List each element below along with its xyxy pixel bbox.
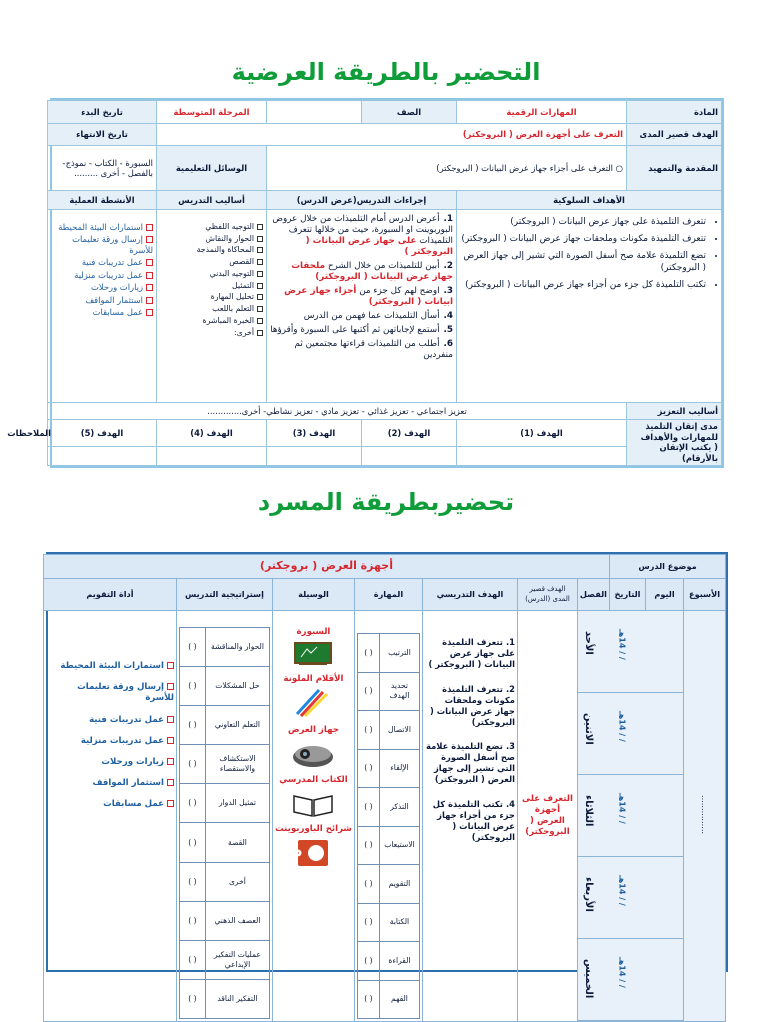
media-label: الأقلام الملونة <box>283 673 344 684</box>
media-cell <box>272 611 354 1022</box>
procedure-text: أسأل التلميذات عما فهمن من الدرس <box>303 310 440 321</box>
skill-mark[interactable]: ( ) <box>357 634 379 673</box>
method-label: أخرى: <box>233 327 254 337</box>
day-name: الأربعاء <box>582 877 594 912</box>
goal-value-cell <box>48 446 157 465</box>
strategy-mark[interactable]: ( ) <box>179 823 205 862</box>
skill-label: الاستيعاب <box>379 826 419 865</box>
goal-header: الهدف (1) <box>457 419 627 446</box>
method-item <box>160 328 263 338</box>
mastery-label-text: مدى إتقان التلميذ للمهارات والأهداف <box>640 421 718 442</box>
evaluation-label: استمارات البيئة المحيطة <box>60 661 164 671</box>
media-item <box>275 627 352 670</box>
teaching-goal-number: 4. <box>505 799 515 810</box>
checkbox-icon[interactable] <box>257 306 263 312</box>
procedure-item <box>270 286 453 308</box>
method-item <box>160 257 263 267</box>
procedure-number: 5. <box>443 324 453 335</box>
teaching-goal-number: 1. <box>505 637 515 647</box>
strategy-row <box>179 706 269 745</box>
goal-value-cell <box>157 446 267 465</box>
teaching-goal-item <box>425 637 515 670</box>
media-label: جهاز العرض <box>287 724 339 735</box>
strategy-mark[interactable]: ( ) <box>179 745 205 784</box>
behavioral-item: • تكتب التلميذة كل جزء من أجزاء جهاز عرض البيانات ( البروجكتر) <box>460 280 706 291</box>
method-label: الخبرة المباشرة <box>202 315 254 325</box>
skill-label: الترتيب <box>379 634 419 673</box>
evaluation-label: عمل تدريبات منزلية <box>80 735 164 746</box>
grade-value <box>267 101 362 124</box>
teaching-goal-cell <box>422 611 517 1022</box>
method-item <box>160 304 263 314</box>
teaching-goal-text: تتعرف التلميذة مكونات وملحقات جهاز عرض البيانات ( البروجكتر) <box>429 683 515 727</box>
skill-row <box>357 711 419 750</box>
strategy-cell <box>176 611 272 1022</box>
checkbox-icon[interactable] <box>167 662 174 669</box>
media-label: السبورة <box>296 627 331 637</box>
intro-text: التعرف على أجزاء جهاز عرض البيانات ( البروجكتر) <box>436 163 614 174</box>
evaluation-item <box>46 757 174 768</box>
top-title: التحضير بالطريقة العرضية <box>231 58 541 86</box>
skill-label: القراءة <box>379 942 419 981</box>
procedure-number: 1. <box>443 213 453 224</box>
activity-label: إرسال ورقة تعليمات للأسرة <box>72 234 153 255</box>
strategy-label: التفكير الناقد <box>205 979 269 1018</box>
skill-row <box>357 942 419 981</box>
projector-icon <box>275 739 352 772</box>
skill-row <box>357 865 419 904</box>
strategy-mark[interactable]: ( ) <box>179 901 205 940</box>
teaching-goal-text: تكتب التلميذة كل جزء من أجزاء جهاز عرض البيانات ( البروجكتر) <box>432 799 515 842</box>
glossary-sheet <box>46 552 728 1004</box>
strategy-mark[interactable]: ( ) <box>179 628 205 667</box>
skill-row <box>357 903 419 942</box>
procedure-highlight: ملحقات جهاز عرض البيانات ( البروجكتر) <box>291 260 453 282</box>
checkbox-icon[interactable] <box>257 247 263 253</box>
skill-header: المهارة <box>354 579 422 611</box>
activity-item <box>51 295 153 306</box>
procedure-number: 6. <box>443 338 453 349</box>
day-name: الاثنين <box>582 713 594 745</box>
media-header: الوسيلة <box>272 579 354 611</box>
strategy-row <box>179 784 269 823</box>
activity-item <box>51 282 153 293</box>
day-date: / / 14هـ <box>617 793 627 824</box>
skill-mark[interactable]: ( ) <box>357 980 379 1019</box>
week-dots: ............... <box>699 795 710 835</box>
checkbox-icon[interactable] <box>257 224 263 230</box>
evaluation-cell <box>43 611 176 1022</box>
procedures-cell <box>267 209 457 402</box>
evaluation-item <box>46 661 174 672</box>
evaluation-item <box>46 778 174 789</box>
aids-value: السبورة - الكتاب - نموذج- بالفصل - أخرى ......... <box>48 146 157 191</box>
activity-label: استمارات البيئة المحيطة <box>58 221 143 232</box>
strategy-row <box>179 979 269 1018</box>
strategy-label: تمثيل الدوار <box>205 784 269 823</box>
behavioral-item: • تضع التلميذة علامة صح أسفل الصورة التي تشير إلى جهاز العرض ( البروجكتر) <box>460 251 706 274</box>
lesson-plan-sheet: المادة المهارات الرقمية الصف المرحلة المتوسطة تاريخ البدء الهدف قصير المدى التعرف على أجهزة العرض ( البروجكتر) تاريخ الانتهاء المقدمة والتمهيد ○ التعرف على أجزاء جهاز عرض البيانات ( البروجكتر) الوسائل التعليمية السبورة - الكتاب - نموذج- بالفصل - أخرى ......... الأهداف السلوكية إجراءات التدريس(عرض الدرس) أساليب التدريس الأنشطة العملية • تتعرف التلميذة على جهاز عرض البيانات ( البروجكتر) • تتعرف التلميذة مكونات وملحقات جهاز عرض البيانات ( البروجكتر) • تضع التلميذة علامة صح أسفل الصورة التي تشير إلى جهاز العرض ( البروجكتر) • تكتب التلميذة كل جزء من أجزاء جهاز عرض البيانات ( البروجكتر) 1.أعرض الدرس أمام التلميذات من خلال عروض البوربوينت او السبورة، حيث من خلالها تتعرف التلميذات على جهاز عرض البيانات ( البروجكتر ) 2.أبين للتلميذات من خلال الشرح ملحقات جهاز عرض البيانات ( البروجكتر) 3.اوضح لهم كل جزء من أجزاء جهاز عرض ابيانات ( البروجكتر) 4.أسأل التلميذات عما فهمن من الدرس 5.أستمع لإجاباتهن ثم أكتبها على السبورة وأقرؤها 6.أطلب من التلميذات قراءتها مجتمعين ثم منفردين التوجيه اللفظي الحوار والنقاش المحاكاة والنمذجة القصص التوجيه البدني التمثيل تحليل المهارة التعلم باللعب الخبرة المباشرة أخرى: استمارات البيئة المحيطة إرسال ورقة تعليمات للأسرة عمل تدريبات فنية عمل تدريبات منزلية زيارات ورحلات استثمار المواقف عمل مسابقات أساليب التعزيز تعزيز اجتماعي - تعزيز غذائي - تعزيز مادي - تعزيز نشاطي- أخرى............. مدى إتقان التلميذ للمهارات والأهداف ( يكتب الإتقان بالأرقام) الهدف (1) الهدف (2) الهدف (3) الهدف (4) الهدف (5) الملاحظات <box>50 98 724 468</box>
evaluation-label: عمل مسابقات <box>103 799 164 810</box>
goal-header: الهدف (3) <box>267 419 362 446</box>
teaching-goal-item <box>425 799 515 843</box>
book-icon <box>275 790 352 821</box>
procedure-item <box>270 339 453 361</box>
day-date: / / 14هـ <box>617 875 627 906</box>
evaluation-label: زيارات ورحلات <box>101 756 164 767</box>
skill-label: الفهم <box>379 980 419 1019</box>
goal-header: الهدف (4) <box>157 419 267 446</box>
procedure-item <box>270 261 453 283</box>
strategy-row <box>179 667 269 706</box>
skill-mark[interactable]: ( ) <box>357 749 379 788</box>
day-row <box>578 775 683 857</box>
week-header: الأسبوع <box>684 579 726 611</box>
checkbox-icon[interactable] <box>146 224 153 231</box>
strategy-row <box>179 628 269 667</box>
day-name: الخميس <box>582 959 594 999</box>
procedure-text: أستمع لإجاباتهن ثم أكتبها على السبورة وأقرؤها <box>270 324 440 335</box>
teaching-goal-item <box>425 741 515 785</box>
skill-label: الاتصال <box>379 711 419 750</box>
strategy-mark[interactable]: ( ) <box>179 979 205 1018</box>
strategy-row <box>179 940 269 979</box>
evaluation-item <box>46 799 174 810</box>
goal-value-cell <box>457 446 627 465</box>
checkbox-icon[interactable] <box>146 309 153 316</box>
strategy-header: إستراتيجية التدريس <box>176 579 272 611</box>
teaching-goal-text: تتعرف التلميذة على جهاز عرض البيانات ( البروجكتر ) <box>428 637 515 669</box>
procedure-item <box>270 311 453 322</box>
activities-cell <box>48 209 157 402</box>
subject-value: المهارات الرقمية <box>457 101 627 124</box>
procedure-text: أطلب من التلميذات قراءتها مجتمعين ثم منفردين <box>294 338 453 360</box>
svg-text:P: P <box>292 848 303 865</box>
method-label: التمثيل <box>231 280 254 290</box>
methods-label: أساليب التدريس <box>157 191 267 210</box>
activity-item <box>51 234 153 255</box>
week-cell <box>684 611 726 1022</box>
method-item <box>160 292 263 302</box>
teaching-goal-item <box>425 684 515 728</box>
aids-label: الوسائل التعليمية <box>157 146 267 191</box>
reinforce-label: أساليب التعزيز <box>627 403 722 419</box>
activity-item <box>51 222 153 233</box>
skill-label: تحديد الهدف <box>379 672 419 711</box>
evaluation-item <box>46 682 174 704</box>
method-label: التعلم باللعب <box>212 304 254 314</box>
procedure-item <box>270 325 453 336</box>
teaching-goal-header: الهدف التدريسي <box>422 579 517 611</box>
goal-header: الهدف (5) <box>48 419 157 446</box>
checkbox-icon[interactable] <box>167 800 174 807</box>
activity-label: استثمار المواقف <box>85 294 143 305</box>
method-label: تحليل المهارة <box>210 292 254 302</box>
method-label: الحوار والنقاش <box>205 233 254 243</box>
procedure-highlight: أجزاء جهاز عرض ابيانات ( البروجكتر) <box>284 285 453 307</box>
checkbox-icon[interactable] <box>167 779 174 786</box>
method-item <box>160 269 263 279</box>
activity-label: عمل تدريبات منزلية <box>74 269 143 280</box>
day-name: الأحد <box>582 631 594 655</box>
skill-row <box>357 634 419 673</box>
checkbox-icon[interactable] <box>257 236 263 242</box>
strategy-mark[interactable]: ( ) <box>179 784 205 823</box>
topic-value: أجهزة العرض ( بروجكتر) <box>43 555 609 579</box>
skill-cell <box>354 611 422 1022</box>
evaluation-header: أداة التقويم <box>43 579 176 611</box>
strategy-row <box>179 823 269 862</box>
checkbox-icon[interactable] <box>257 259 263 265</box>
checkbox-icon[interactable] <box>257 271 263 277</box>
skill-label: التقويم <box>379 865 419 904</box>
day-row <box>578 857 683 939</box>
procedures-label: إجراءات التدريس(عرض الدرس) <box>267 191 457 210</box>
media-label: الكتاب المدرسي <box>279 775 348 786</box>
grade-label: الصف <box>362 101 457 124</box>
checkbox-icon[interactable] <box>257 283 263 289</box>
procedure-highlight: على جهاز عرض البيانات ( البروجكتر ) <box>305 235 453 257</box>
checkbox-icon[interactable] <box>257 330 263 336</box>
procedure-number: 4. <box>443 310 453 321</box>
goal-value-cell <box>267 446 362 465</box>
day-name: الثلاثاء <box>582 795 594 827</box>
mastery-note: ( يكتب الإتقان بالأرقام) <box>659 442 718 463</box>
checkbox-icon[interactable] <box>167 737 174 744</box>
method-label: القصص <box>229 257 254 267</box>
strategy-row <box>179 862 269 901</box>
topic-label: موضوع الدرس <box>609 555 725 579</box>
procedure-text: أعرض الدرس أمام التلميذات من خلال عروض البوربوينت او السبورة، حيث من خلالها تتعرف التلميذات <box>272 213 453 246</box>
day-date: / / 14هـ <box>617 711 627 742</box>
strategy-row <box>179 901 269 940</box>
behavioral-item: • تتعرف التلميذة على جهاز عرض البيانات ( البروجكتر) <box>460 217 706 228</box>
day-date: / / 14هـ <box>617 957 627 988</box>
teaching-goal-number: 3. <box>505 741 515 752</box>
days-cell <box>577 611 683 1022</box>
behavioral-item: • تتعرف التلميذة مكونات وملحقات جهاز عرض البيانات ( البروجكتر) <box>460 234 706 245</box>
evaluation-item <box>46 736 174 747</box>
checkbox-icon[interactable] <box>146 259 153 266</box>
powerpoint-icon <box>275 838 352 871</box>
skill-mark[interactable]: ( ) <box>357 865 379 904</box>
procedure-text: اوضح لهم كل جزء من <box>359 285 440 296</box>
blackboard-icon <box>275 641 352 670</box>
method-label: التوجيه البدني <box>209 268 254 278</box>
method-item <box>160 316 263 326</box>
class-header: الفصل <box>577 579 609 611</box>
skill-row <box>357 826 419 865</box>
date-header: التاريخ <box>609 579 645 611</box>
start-date-label: تاريخ البدء <box>48 101 157 124</box>
goal-header: الهدف (2) <box>362 419 457 446</box>
strategy-mark[interactable]: ( ) <box>179 940 205 979</box>
method-item <box>160 222 263 232</box>
behavioral-label: الأهداف السلوكية <box>457 191 722 210</box>
skill-row <box>357 749 419 788</box>
activity-item <box>51 257 153 268</box>
activities-label: الأنشطة العملية <box>48 191 157 210</box>
strategy-label: حل المشكلات <box>205 667 269 706</box>
method-label: التوجيه اللفظي <box>205 221 254 231</box>
skill-row <box>357 672 419 711</box>
end-date-label: تاريخ الانتهاء <box>48 123 157 146</box>
reinforce-value: تعزيز اجتماعي - تعزيز غذائي - تعزيز مادي - تعزيز نشاطي- أخرى............. <box>48 403 627 419</box>
colored-pens-icon <box>275 688 352 721</box>
method-item <box>160 281 263 291</box>
checkbox-icon[interactable] <box>146 284 153 291</box>
behavioral-cell <box>457 209 722 402</box>
strategy-label: التعلم التعاوني <box>205 706 269 745</box>
media-item <box>275 775 352 820</box>
skill-row <box>357 980 419 1019</box>
day-row <box>578 611 683 693</box>
method-item <box>160 234 263 244</box>
day-date: / / 14هـ <box>617 629 627 660</box>
skill-label: الإلقاء <box>379 749 419 788</box>
short-goal-label: الهدف قصير المدى <box>627 123 722 146</box>
teaching-goal-text: تضع التلميذة علامة صح أسفل الصورة التي تشير إلى جهاز العرض ( البروجكتر) <box>425 741 515 785</box>
checkbox-icon[interactable] <box>146 236 153 243</box>
skill-mark[interactable]: ( ) <box>357 711 379 750</box>
procedure-number: 2. <box>443 260 453 271</box>
intro-label: المقدمة والتمهيد <box>627 146 722 191</box>
strategy-label: أخرى <box>205 862 269 901</box>
skill-mark[interactable]: ( ) <box>357 942 379 981</box>
evaluation-label: إرسال ورقة تعليمات للأسرة <box>77 682 174 704</box>
method-item <box>160 245 263 255</box>
checkbox-icon[interactable] <box>146 297 153 304</box>
skill-mark[interactable]: ( ) <box>357 903 379 942</box>
methods-cell <box>157 209 267 402</box>
activity-item <box>51 270 153 281</box>
checkbox-icon[interactable] <box>167 716 174 723</box>
media-label: شرائح الباوربوينت <box>275 824 352 835</box>
day-header: اليوم <box>646 579 684 611</box>
checkbox-icon[interactable] <box>167 683 174 690</box>
strategy-row <box>179 745 269 784</box>
strategy-label: الحوار والمناقشة <box>205 628 269 667</box>
strategy-label: الاستكشاف والاستقصاء <box>205 745 269 784</box>
day-row <box>578 939 683 1021</box>
subject-label: المادة <box>627 101 722 124</box>
skill-mark[interactable]: ( ) <box>357 672 379 711</box>
mastery-label <box>627 419 722 465</box>
media-item <box>275 824 352 871</box>
short-goal-header: الهدف قصير المدى (الدرس) <box>517 579 577 611</box>
strategy-mark[interactable]: ( ) <box>179 706 205 745</box>
strategy-mark[interactable]: ( ) <box>179 862 205 901</box>
skill-mark[interactable]: ( ) <box>357 788 379 827</box>
media-item <box>275 674 352 721</box>
teaching-goal-number: 2. <box>505 683 515 694</box>
intro-value: ○ التعرف على أجزاء جهاز عرض البيانات ( البروجكتر) <box>267 146 627 191</box>
short-goal-text: التعرف على أجهزة العرض ( البروجكتر) <box>522 793 573 838</box>
skill-label: التذكر <box>379 788 419 827</box>
activity-label: عمل مسابقات <box>92 307 143 318</box>
checkbox-icon[interactable] <box>146 272 153 279</box>
activity-item <box>51 307 153 318</box>
checkbox-icon[interactable] <box>167 758 174 765</box>
stage-label: المرحلة المتوسطة <box>157 101 267 124</box>
short-goal-value: التعرف على أجهزة العرض ( البروجكتر) <box>157 123 627 146</box>
evaluation-item <box>46 715 174 726</box>
strategy-mark[interactable]: ( ) <box>179 667 205 706</box>
skill-label: الكتابة <box>379 903 419 942</box>
procedure-item <box>270 214 453 258</box>
checkbox-icon[interactable] <box>257 318 263 324</box>
evaluation-label: عمل تدريبات فنية <box>89 714 164 725</box>
strategy-label: العصف الذهني <box>205 901 269 940</box>
skill-row <box>357 788 419 827</box>
activity-label: زيارات ورحلات <box>91 282 143 293</box>
checkbox-icon[interactable] <box>257 294 263 300</box>
strategy-label: القصة <box>205 823 269 862</box>
goal-value-cell <box>362 446 457 465</box>
activity-label: عمل تدريبات فنية <box>81 257 143 268</box>
strategy-label: عمليات التفكير الإبداعي <box>205 940 269 979</box>
method-label: المحاكاة والنمذجة <box>196 245 254 255</box>
bottom-title: تحضيربطريقة المسرد <box>257 488 515 516</box>
skill-mark[interactable]: ( ) <box>357 826 379 865</box>
procedure-number: 3. <box>443 285 453 296</box>
evaluation-label: استثمار المواقف <box>92 778 164 789</box>
procedure-text: أبين للتلميذات من خلال الشرح <box>327 260 440 271</box>
media-item <box>275 725 352 772</box>
day-row <box>578 693 683 775</box>
short-goal-cell <box>517 611 577 1022</box>
